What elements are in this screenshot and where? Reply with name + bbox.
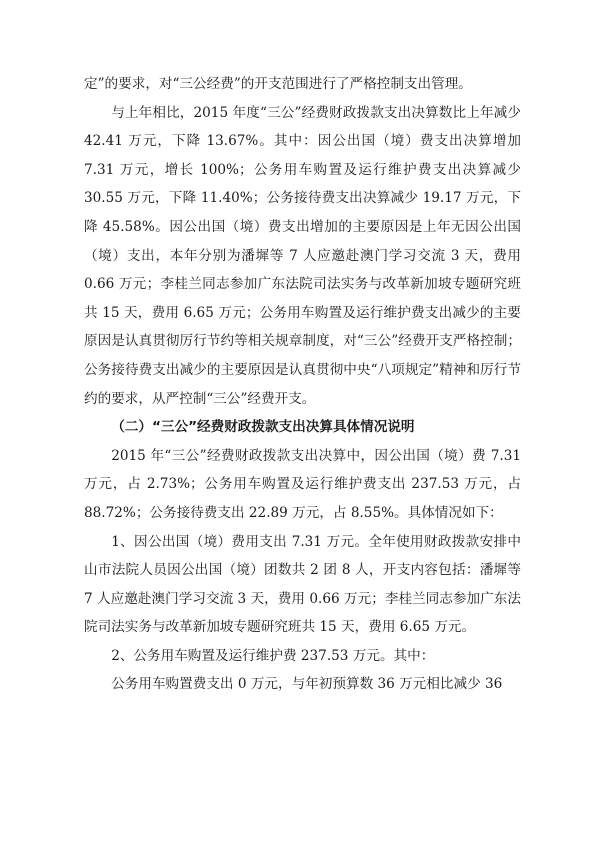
year-comparison-paragraph: 与上年相比，2015 年度“三公”经费财政拨款支出决算数比上年减少 42.41 万元，下降 13.67%。其中：因公出国（境）费支出决算增加 7.31 万元，增长 100%；公务用车购置及运行维护费支出决算减少 30.55 万元，下降 11.40%；公务接待费支出决算减少 19.17 万元，下降 45.58%。因公出国（境）费支出增加的主要原因是上年无因公出国（境）支出，本年分别为潘墀等 7 人应邀赴澳门学习交流 3 天，费用 0.66 万元；李桂兰同志参加广东法院司法实务与改革新加坡专题研究班共 15 天，费用 6.65 万元；公务用车购置及运行维护费支出减少的主要原因是认真贯彻厉行节约等相关规章制度，对“三公”经费开支严格控制；公务接待费支出减少的主要原因是认真贯彻中央“八项规定”精神和厉行节约的要求，从严控制“三公”经费开支。 xyxy=(84,104,521,407)
overseas-travel-paragraph: 1、因公出国（境）费用支出 7.31 万元。全年使用财政拨款安排中山市法院人员因公出国（境）团数共 2 团 8 人，开支内容包括：潘墀等 7 人应邀赴澳门学习交流 3 天，费用 0.66 万元；李桂兰同志参加广东法院司法实务与改革新加坡专题研究班共 15 天，费用 6.65 万元。 xyxy=(84,533,521,636)
vehicle-purchase-paragraph: 公务用车购置费支出 0 万元，与年初预算数 36 万元相比减少 36 xyxy=(111,676,503,693)
section-heading: （二）“三公”经费财政拨款支出决算具体情况说明 xyxy=(111,419,415,436)
expenditure-breakdown-paragraph: 2015 年“三公”经费财政拨款支出决算中，因公出国（境）费 7.31 万元，占 2.73%；公务用车购置及运行维护费支出 237.53 万元，占 88.72%；公务接待费支出 22.89 万元，占 8.55%。具体情况如下： xyxy=(84,447,521,521)
continuation-paragraph: 定”的要求，对“三公经费”的开支范围进行了严格控制支出管理。 xyxy=(84,76,472,92)
vehicle-cost-paragraph: 2、公务用车购置及运行维护费 237.53 万元。其中： xyxy=(111,647,435,664)
